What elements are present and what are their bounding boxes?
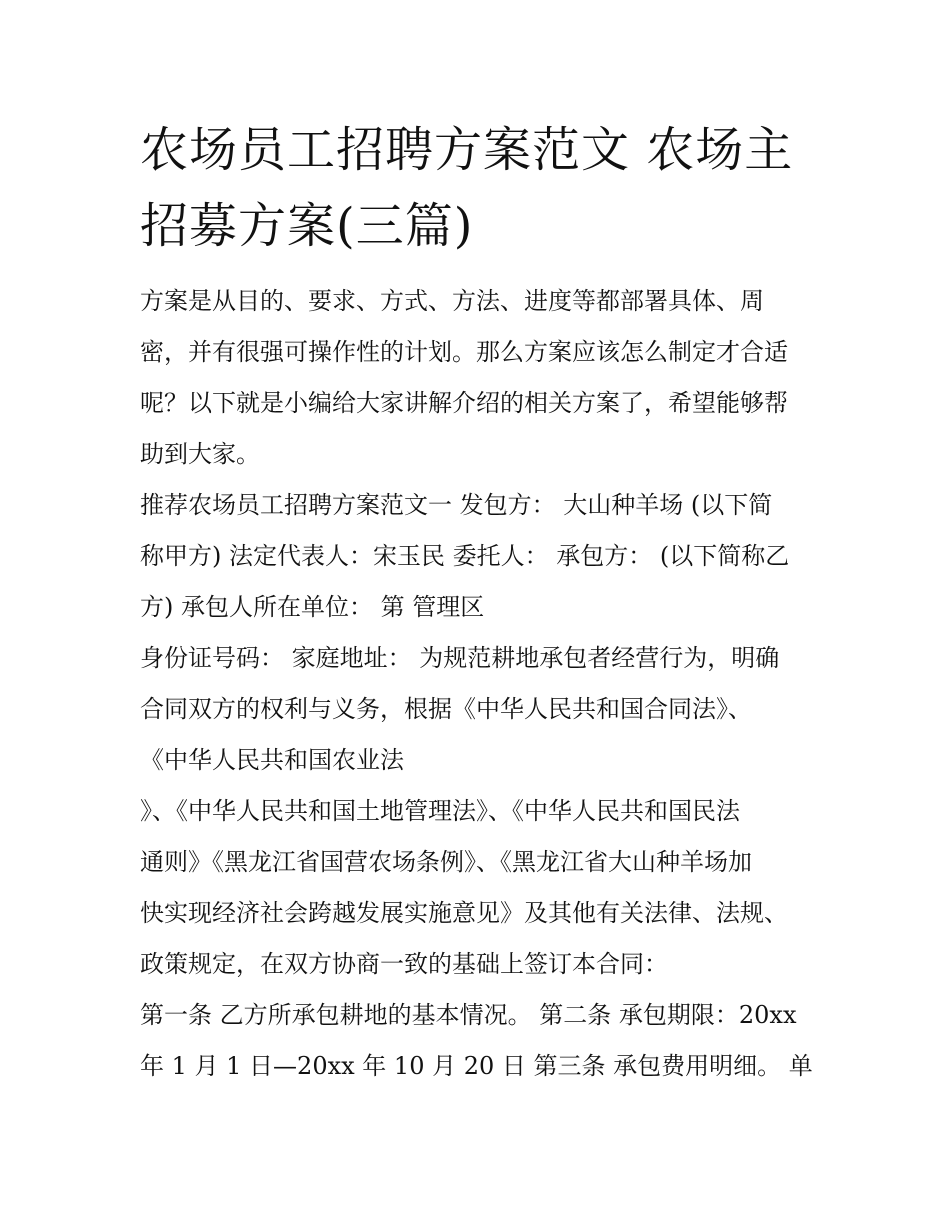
- body-line: 年 1 月 1 日—20xx 年 10 月 20 日 第三条 承包费用明细。 单: [140, 1052, 813, 1080]
- body-line: 政策规定，在双方协商一致的基础上签订本合同：: [140, 950, 668, 978]
- body-line: 《中华人民共和国农业法: [140, 746, 404, 774]
- body-line: 推荐农场员工招聘方案范文一 发包方： 大山种羊场 (以下简: [140, 491, 773, 519]
- body-line: 密，并有很强可操作性的计划。那么方案应该怎么制定才合适: [140, 338, 788, 366]
- document-body: [140, 276, 830, 1092]
- body-line: 第一条 乙方所承包耕地的基本情况。 第二条 承包期限：20xx: [140, 1001, 797, 1029]
- body-line: 方案是从目的、要求、方式、方法、进度等都部署具体、周: [140, 287, 764, 315]
- title-line-2: 招募方案(三篇): [140, 198, 474, 254]
- body-line: 合同双方的权利与义务，根据《中华人民共和国合同法》、: [140, 695, 752, 723]
- title-line-1: 农场员工招聘方案范文 农场主: [140, 122, 794, 178]
- body-line: 》、《中华人民共和国土地管理法》、《中华人民共和国民法: [140, 797, 740, 825]
- body-line: 称甲方) 法定代表人：宋玉民 委托人： 承包方： (以下简称乙: [140, 542, 790, 570]
- body-line: 助到大家。: [140, 440, 260, 468]
- body-line: 快实现经济社会跨越发展实施意见》及其他有关法律、法规、: [140, 899, 788, 927]
- body-line: 呢？以下就是小编给大家讲解介绍的相关方案了，希望能够帮: [140, 389, 788, 417]
- body-line: 通则》《黑龙江省国营农场条例》、《黑龙江省大山种羊场加: [140, 848, 752, 876]
- body-line: 方) 承包人所在单位： 第 管理区: [140, 593, 485, 621]
- body-line: 身份证号码： 家庭地址： 为规范耕地承包者经营行为，明确: [140, 644, 780, 672]
- document-title: [140, 112, 820, 264]
